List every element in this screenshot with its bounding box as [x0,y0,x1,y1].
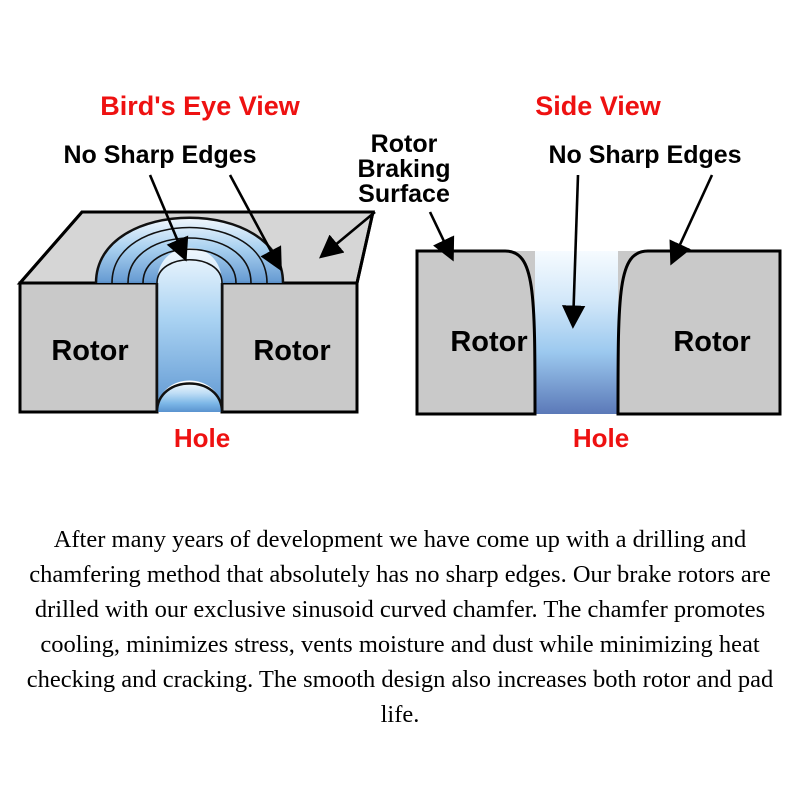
label-hole-left: Hole [173,423,231,453]
arrow-no-sharp-edges-right-b [672,175,712,262]
heading-birds-eye-view: Bird's Eye View [100,91,300,121]
heading-side-view: Side View [535,91,661,121]
label-rotor-left-block: Rotor [51,335,129,367]
label-no-sharp-edges-left: No Sharp Edges [63,141,257,169]
label-rotor-side-right-block: Rotor [673,326,751,358]
label-rotor-braking-surface-line1: Rotor [370,130,438,158]
label-rotor-side-left-block: Rotor [450,326,528,358]
label-no-sharp-edges-right: No Sharp Edges [548,141,742,169]
caption-text: After many years of development we have come up with a drilling and chamfering method that absolutely has no sharp edges. Our brake rotors are drilled with our exclusive sinusoid curved chamfer. The chamfer promotes cooling, minimizes stress, vents moisture and dust while minimizing heat checking and cracking. The smooth design also increases both rotor and pad life. [26,526,774,728]
label-hole-right: Hole [572,423,630,453]
label-rotor-right-block: Rotor [253,335,331,367]
label-rotor-braking-surface-line3: Surface [358,180,450,208]
label-rotor-braking-surface-line2: Braking [357,155,451,183]
birds-eye-view-illustration [20,212,373,412]
